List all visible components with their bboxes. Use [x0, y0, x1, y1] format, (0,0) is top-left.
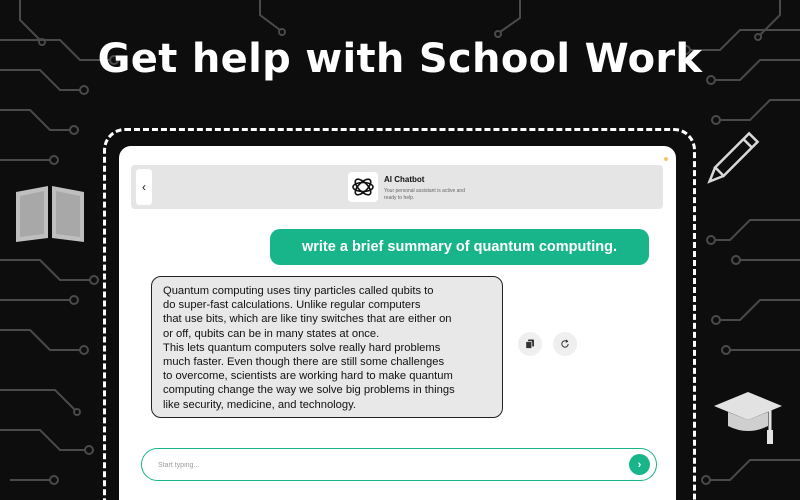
send-arrow-icon: › — [637, 458, 642, 471]
send-button[interactable] — [629, 454, 650, 475]
back-button[interactable] — [136, 169, 152, 205]
message-input[interactable] — [158, 457, 598, 473]
bot-message-line: Quantum computing uses tiny particles called qubits to — [163, 285, 434, 297]
status-dot — [664, 157, 668, 161]
page-headline: Get help with School Work — [97, 36, 703, 82]
graduation-cap-icon — [712, 384, 784, 446]
bot-message — [151, 276, 503, 418]
bot-message-line: computing change the way we solve big problems in things — [163, 384, 455, 397]
chatbot-knot-logo — [350, 174, 376, 200]
book-icon — [12, 182, 88, 244]
bot-message-line: much faster. Even though there are still some challenges — [163, 356, 445, 369]
pencil-icon — [700, 130, 760, 192]
chatbot-logo — [348, 172, 378, 202]
copy-icon — [525, 339, 535, 349]
chat-header — [131, 165, 663, 209]
chatbot-title: AI Chatbot — [384, 175, 425, 184]
bot-message-line: or off, qubits can be in many states at once. — [163, 327, 380, 340]
bot-message-line: to overcome, scientists are working hard to make quantum — [163, 370, 453, 383]
refresh-icon — [560, 339, 570, 349]
user-message: write a brief summary of quantum computing. — [270, 229, 649, 265]
bot-message-line: do super-fast calculations. Unlike regular computers — [163, 299, 421, 312]
chevron-left-icon: ‹ — [142, 180, 146, 194]
bot-message-line: This lets quantum computers solve really hard problems — [163, 341, 441, 354]
app-window — [119, 146, 676, 500]
bot-message-line: like security, medicine, and technology. — [163, 398, 356, 411]
message-composer — [141, 448, 657, 481]
bot-message-line: that use bits, which are like tiny switches that are either on — [163, 313, 452, 326]
regenerate-button[interactable] — [553, 332, 577, 356]
chatbot-subtitle: Your personal assistant is active and ready to help. — [384, 188, 465, 201]
copy-button[interactable] — [518, 332, 542, 356]
